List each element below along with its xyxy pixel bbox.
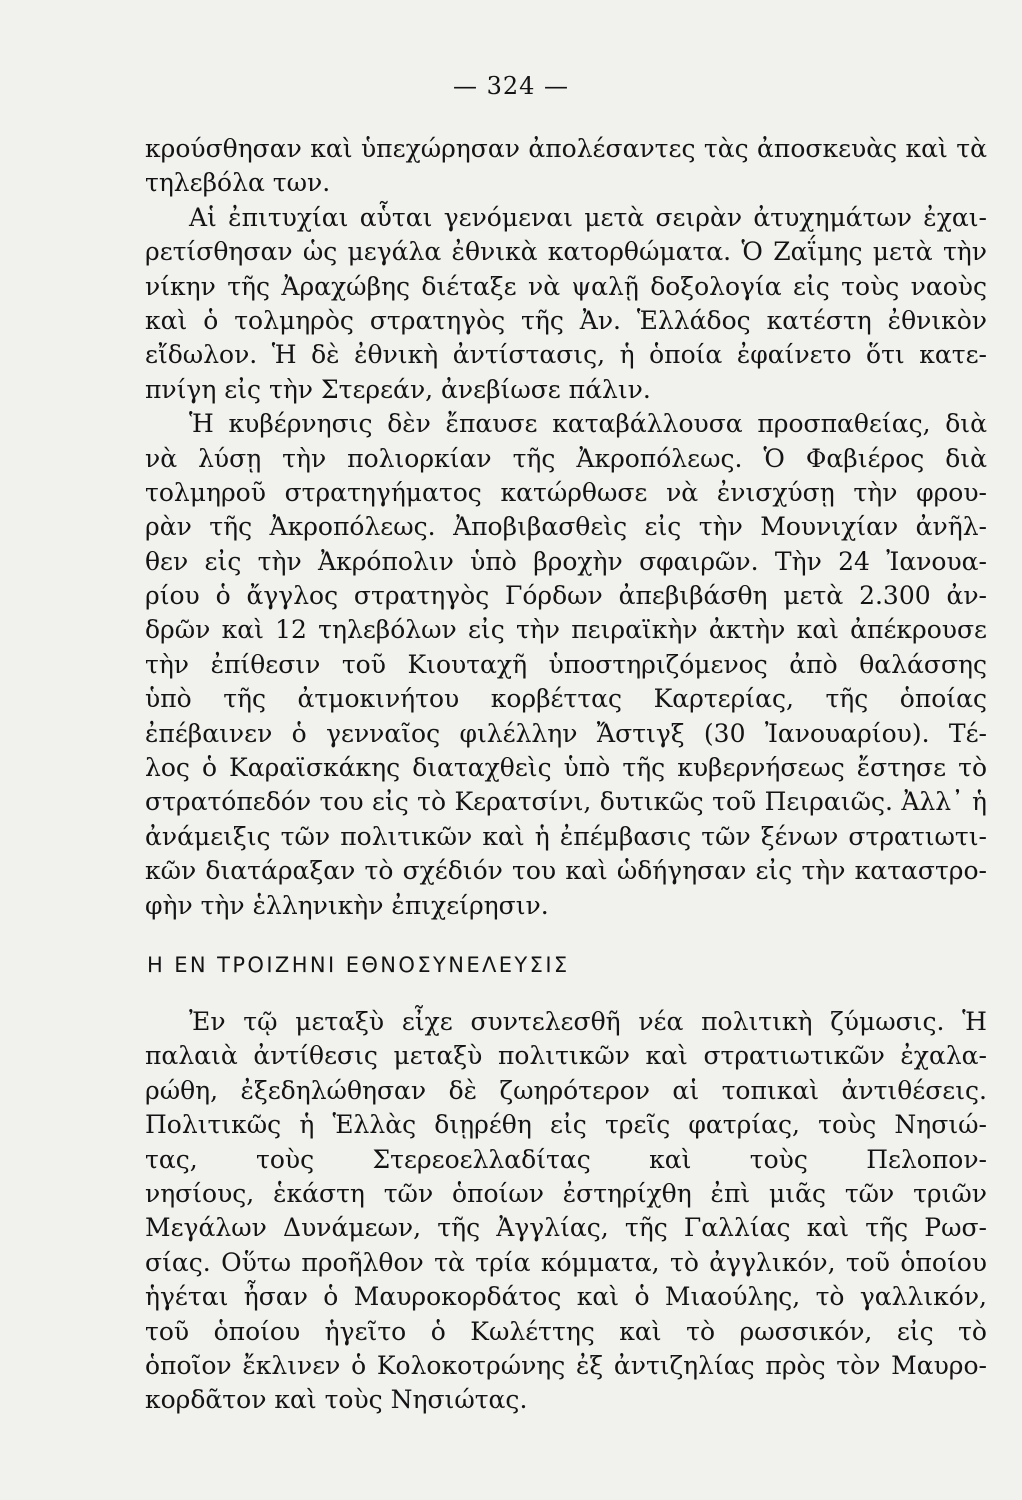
text-line: τὴν ἐπίθεσιν τοῦ Κιουταχῆ ὑποστηριζόμενος ἀπὸ θαλάσσης [145,649,987,679]
section-heading: Η ΕΝ ΤΡΟΙΖΗΝΙ ΕΘΝΟΣΥΝΕΛΕΥΣΙΣ [147,953,570,977]
text-line: τοῦ ὁποίου ἡγεῖτο ὁ Κωλέττης καὶ τὸ ρωσσικόν, εἰς τὸ [145,1316,987,1346]
text-line: πνίγη εἰς τὴν Στερεάν, ἀνεβίωσε πάλιν. [145,374,651,404]
text-line: ἐπέβαινεν ὁ γενναῖος φιλέλλην Ἄστιγξ (30 Ἰανουαρίου). Τέ- [145,718,987,748]
text-line: ρετίσθησαν ὡς μεγάλα ἐθνικὰ κατορθώματα. Ὁ Ζαΐμης μετὰ τὴν [145,237,987,267]
text-line: κῶν διατάραξαν τὸ σχέδιόν του καὶ ὡδήγησαν εἰς τὴν καταστρο- [145,856,987,886]
text-line: Ἐν τῷ μεταξὺ εἶχε συντελεσθῆ νέα πολιτικὴ ζύμωσις. Ἡ [189,1007,987,1036]
text-line: θεν εἰς τὴν Ἀκρόπολιν ὑπὸ βροχὴν σφαιρῶν. Τὴν 24 Ἰανουα- [145,546,987,576]
text-line: καὶ ὁ τολμηρὸς στρατηγὸς τῆς Ἀν. Ἑλλάδος κατέστη ἐθνικὸν [145,305,987,335]
body-text-top [145,132,987,923]
page-number: — 324 — [452,72,570,100]
text-line: νησίους, ἑκάστη τῶν ὁποίων ἐστηρίχθη ἐπὶ μιᾶς τῶν τριῶν [145,1178,987,1208]
text-line: τηλεβόλα των. [145,168,331,198]
text-line: εἴδωλον. Ἡ δὲ ἐθνικὴ ἀντίστασις, ἡ ὁποία ἐφαίνετο ὅτι κατε- [145,340,987,370]
text-line: νίκην τῆς Ἀραχώβης διέταξε νὰ ψαλῇ δοξολογία εἰς τοὺς ναοὺς [145,271,987,301]
text-line: ὁποῖον ἔκλινεν ὁ Κολοκοτρώνης ἐξ ἀντιζηλίας πρὸς τὸν Μαυρο- [145,1350,987,1380]
text-line: λος ὁ Καραϊσκάκης διαταχθεὶς ὑπὸ τῆς κυβερνήσεως ἔστησε τὸ [145,753,987,783]
text-line: ὑπὸ τῆς ἀτμοκινήτου κορβέττας Καρτερίας, τῆς ὁποίας [145,684,987,714]
text-line: ρίου ὁ ἄγγλος στρατηγὸς Γόρδων ἀπεβιβάσθη μετὰ 2.300 ἀν- [145,581,987,611]
text-line: Αἱ ἐπιτυχίαι αὗται γενόμεναι μετὰ σειρὰν ἀτυχημάτων ἐχαι- [189,202,987,232]
text-line: κρούσθησαν καὶ ὑπεχώρησαν ἀπολέσαντες τὰς ἀποσκευὰς καὶ τὰ [145,134,987,163]
body-text-bottom [145,1005,987,1418]
text-line: τας, τοὺς Στερεοελλαδίτας καὶ τοὺς Πελοπον- [145,1144,987,1174]
text-line: τολμηροῦ στρατηγήματος κατώρθωσε νὰ ἐνισχύσῃ τὴν φρου- [145,477,987,507]
text-line: ἡγέται ἦσαν ὁ Μαυροκορδάτος καὶ ὁ Μιαούλης, τὸ γαλλικόν, [145,1282,987,1312]
text-line: Πολιτικῶς ἡ Ἑλλὰς διῃρέθη εἰς τρεῖς φατρίας, τοὺς Νησιώ- [145,1110,987,1140]
text-line: ρὰν τῆς Ἀκροπόλεως. Ἀποβιβασθεὶς εἰς τὴν Μουνιχίαν ἀνῆλ- [145,512,987,542]
text-line: Μεγάλων Δυνάμεων, τῆς Ἀγγλίας, τῆς Γαλλίας καὶ τῆς Ρωσ- [145,1213,987,1243]
text-line: νὰ λύσῃ τὴν πολιορκίαν τῆς Ἀκροπόλεως. Ὁ Φαβιέρος διὰ [145,443,987,473]
text-line: Ἡ κυβέρνησις δὲν ἔπαυσε καταβάλλουσα προσπαθείας, διὰ [189,409,987,439]
text-line: φὴν τὴν ἑλληνικὴν ἐπιχείρησιν. [145,890,549,920]
text-line: ἀνάμειξις τῶν πολιτικῶν καὶ ἡ ἐπέμβασις τῶν ξένων στρατιωτι- [145,821,987,851]
text-line: κορδᾶτον καὶ τοὺς Νησιώτας. [145,1385,528,1415]
text-line: σίας. Οὕτω προῆλθον τὰ τρία κόμματα, τὸ ἀγγλικόν, τοῦ ὁποίου [145,1247,987,1277]
text-line: ρώθη, ἐξεδηλώθησαν δὲ ζωηρότερον αἱ τοπικαὶ ἀντιθέσεις. [145,1075,987,1105]
text-line: παλαιὰ ἀντίθεσις μεταξὺ πολιτικῶν καὶ στρατιωτικῶν ἐχαλα- [145,1041,987,1071]
text-line: στρατόπεδόν του εἰς τὸ Κερατσίνι, δυτικῶς τοῦ Πειραιῶς. Ἀλλ᾽ ἡ [145,787,987,817]
text-line: δρῶν καὶ 12 τηλεβόλων εἰς τὴν πειραϊκὴν ἀκτὴν καὶ ἀπέκρουσε [145,615,987,645]
